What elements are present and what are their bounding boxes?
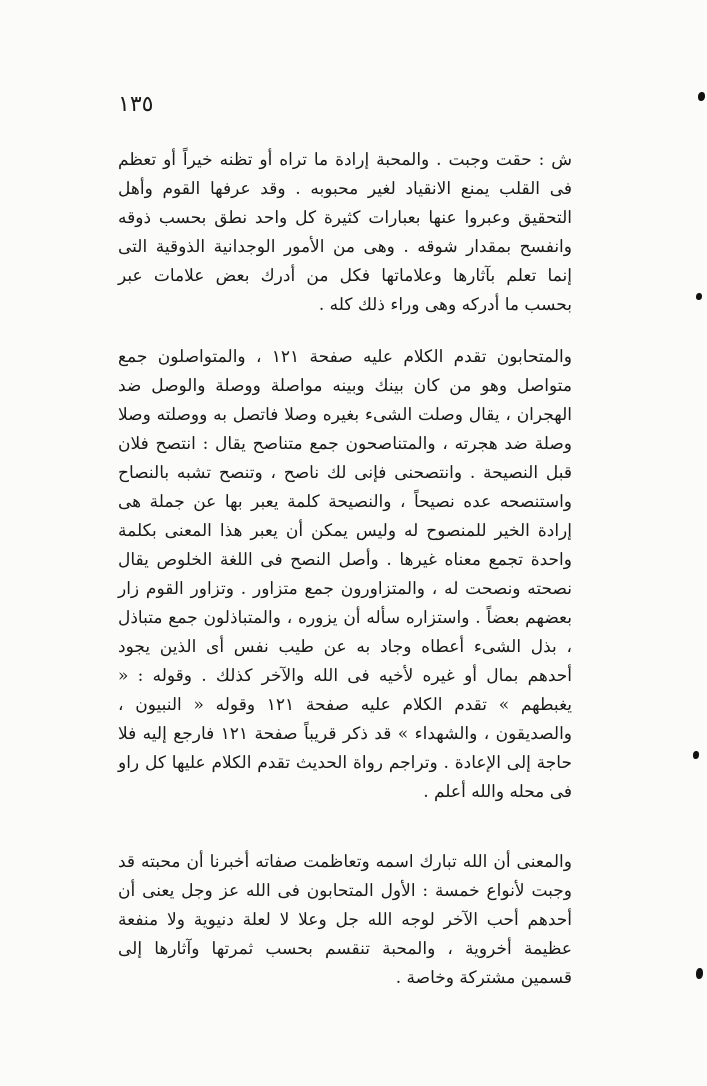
paragraph-word-explanations <box>118 343 572 807</box>
page-number: ١٣٥ <box>118 92 154 117</box>
paragraph-definition-of-love <box>118 146 572 320</box>
paragraph-text: ش : حقت وجبت . والمحبة إرادة ما تراه أو تظنه خيراً أو تعظم فى القلب يمنع الانقياد لغير محبوبه . وقد عرفها القوم وأهل التحقيق وعبروا عنها بعبارات كثيرة كل واحد نطق بحسب ذوقه وانفسح بمقدار شوقه . وهى من الأمور الوجدانية الذوقية التى إنما تعلم بآثارها وعلاماتها فكل من أدرك بعض علامات عبر بحسب ما أدركه وهى وراء ذلك كله . <box>118 150 572 315</box>
margin-ink-mark <box>696 293 702 300</box>
margin-ink-mark <box>693 751 699 759</box>
paragraph-text: والمتحابون تقدم الكلام عليه صفحة ١٢١ ، والمتواصلون جمع متواصل وهو من كان بينك وبينه مواصلة ووصلة والوصل ضد الهجران ، يقال وصلت الشىء بغيره وصلا فاتصل به ووصلته وصلا وصلة ضد هجرته ، والمتناصحون جمع متناصح يقال : انتصح فلان قبل النصيحة . وانتصحنى فإنى لك ناصح ، وتنصح تشبه بالنصاح واستنصحه عده نصيحاً ، والنصيحة كلمة يعبر بها عن جملة هى إرادة الخير للمنصوح له وليس يمكن أن يعبر هذا المعنى بكلمة واحدة تجمع معناه غيرها . وأصل النصح فى اللغة الخلوص يقال نصحته ونصحت له ، والمتزاورون جمع متزاور . وتزاور القوم زار بعضهم بعضاً . واستزاره سأله أن يزوره ، والمتباذلون جمع متباذل ، بذل الشىء أعطاه وجاد به عن طيب نفس أى الذين يجود أحدهم بمال أو غيره لأخيه فى الله والآخر كذلك . وقوله : « يغبطهم » تقدم الكلام عليه صفحة ١٢١ وقوله « النبيون ، والصديقون ، والشهداء » قد ذكر قريباً صفحة ١٢١ فارجع إليه فلا حاجة إلى الإعادة . وتراجم رواة الحديث تقدم الكلام عليها كل راو فى محله والله أعلم . <box>118 347 572 802</box>
margin-ink-mark <box>698 92 705 101</box>
margin-ink-mark <box>696 968 703 979</box>
paragraph-meaning <box>118 848 572 993</box>
paragraph-text: والمعنى أن الله تبارك اسمه وتعاظمت صفاته أخبرنا أن محبته قد وجبت لأنواع خمسة : الأول المتحابون فى الله عز وجل يعنى أن أحدهم أحب الآخر لوجه الله جل وعلا لا لعلة دنيوية ولا منفعة عظيمة أخروية ، والمحبة تنقسم بحسب ثمرتها وآثارها إلى قسمين مشتركة وخاصة . <box>118 852 572 988</box>
